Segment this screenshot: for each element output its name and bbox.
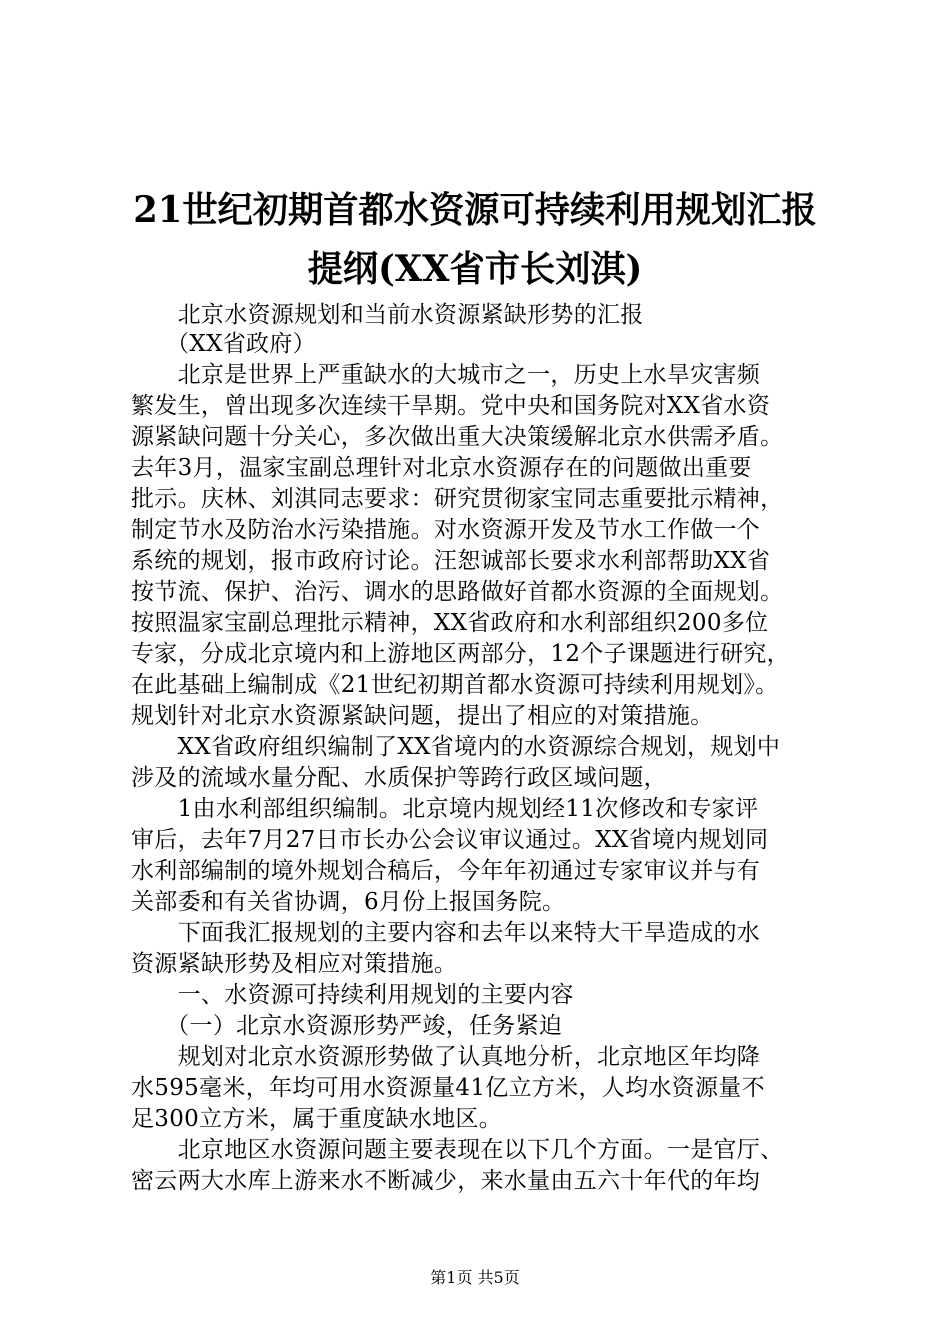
body-line: 规划针对北京水资源紧缺问题，提出了相应的对策措施。: [131, 703, 714, 729]
body-line: 关部委和有关省协调，6月份上报国务院。: [131, 889, 566, 915]
body-line: 按节流、保护、治污、调水的思路做好首都水资源的全面规划。: [131, 579, 784, 605]
body-line: 涉及的流域水量分配、水质保护等跨行政区域问题，: [131, 765, 667, 791]
body-line: 在此基础上编制成《21世纪初期首都水资源可持续利用规划》。: [131, 672, 779, 698]
body-line: 源紧缺问题十分关心，多次做出重大决策缓解北京水供需矛盾。: [131, 424, 784, 450]
body-line: 水595毫米，年均可用水资源量41亿立方米，人均水资源量不: [131, 1075, 765, 1101]
body-line: 一、水资源可持续利用规划的主要内容: [131, 982, 574, 1008]
body-line: （一）北京水资源形势严竣，任务紧迫: [131, 1013, 563, 1039]
body-line: 繁发生，曾出现多次连续干旱期。党中央和国务院对XX省水资: [131, 393, 771, 419]
body-line: 1由水利部组织编制。北京境内规划经11次修改和专家评: [131, 796, 759, 822]
body-line: 北京地区水资源问题主要表现在以下几个方面。一是官厅、: [131, 1137, 784, 1163]
body-line: 资源紧缺形势及相应对策措施。: [131, 951, 458, 977]
body-line: 审后，去年7月27日市长办公会议审议通过。XX省境内规划同: [131, 827, 769, 853]
document-title-line-1: 21世纪初期首都水资源可持续利用规划汇报: [133, 189, 817, 231]
body-line: 制定节水及防治水污染措施。对水资源开发及节水工作做一个: [131, 517, 761, 543]
body-line: 专家，分成北京境内和上游地区两部分，12个子课题进行研究，: [131, 641, 790, 667]
body-line: 按照温家宝副总理批示精神，XX省政府和水利部组织200多位: [131, 610, 769, 636]
body-line: 北京水资源规划和当前水资源紧缺形势的汇报: [131, 302, 644, 328]
body-line: 水利部编制的境外规划合稿后，今年年初通过专家审议并与有: [131, 858, 761, 884]
body-line: XX省政府组织编制了XX省境内的水资源综合规划，规划中: [131, 734, 781, 760]
body-line: 下面我汇报规划的主要内容和去年以来特大干旱造成的水: [131, 920, 761, 946]
body-line: 北京是世界上严重缺水的大城市之一，历史上水旱灾害频: [131, 362, 761, 388]
page-footer: 第1页 共5页: [430, 1268, 520, 1287]
body-line: 系统的规划，报市政府讨论。汪恕诚部长要求水利部帮助XX省: [131, 548, 771, 574]
body-line: 足300立方米，属于重度缺水地区。: [131, 1106, 502, 1132]
document-title-line-2: 提纲(XX省市长刘淇): [307, 248, 643, 290]
body-line: 密云两大水库上游来水不断减少，来水量由五六十年代的年均: [131, 1168, 761, 1194]
body-line: 去年3月，温家宝副总理针对北京水资源存在的问题做出重要: [131, 455, 752, 481]
body-line: 批示。庆林、刘淇同志要求：研究贯彻家宝同志重要批示精神，: [131, 486, 784, 512]
body-line: （XX省政府）: [131, 331, 316, 357]
body-line: 规划对北京水资源形势做了认真地分析，北京地区年均降: [131, 1044, 761, 1070]
